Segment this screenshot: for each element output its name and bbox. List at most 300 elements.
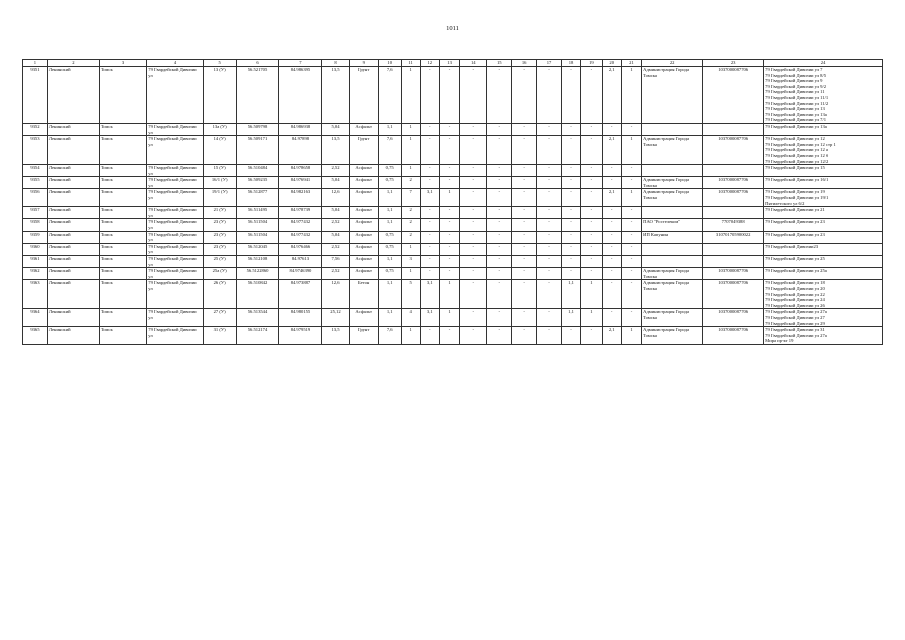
table-cell: 1 <box>401 327 420 345</box>
address-list-cell <box>764 280 883 309</box>
table-cell: - <box>487 309 512 327</box>
table-cell: - <box>602 165 621 177</box>
table-cell: - <box>537 256 562 268</box>
table-cell: - <box>581 207 602 219</box>
table-cell: 13,5 <box>322 67 349 124</box>
table-cell: 56.512108 <box>236 256 279 268</box>
address-line: 79 Гвардейской Дивизии ул 27а <box>765 332 827 338</box>
table-cell: Администрация Города Томска <box>642 177 703 189</box>
table-cell: 14 (У) <box>203 136 236 165</box>
table-cell: 13а (У) <box>203 123 236 135</box>
table-cell: Администрация Города Томска <box>642 309 703 327</box>
table-cell: - <box>460 136 487 165</box>
table-cell: 84.976466 <box>279 243 322 255</box>
table-cell: - <box>487 123 512 135</box>
table-cell: 2 <box>401 231 420 243</box>
table-cell: - <box>621 243 641 255</box>
table-cell: Асфальт <box>349 243 378 255</box>
table-cell: - <box>621 165 641 177</box>
address-line: 79 Гвардейской Дивизии ул 24 <box>765 297 825 303</box>
address-line: 79 Гвардейской Дивизии23 <box>765 243 819 249</box>
table-cell: ИП Капунин <box>642 231 703 243</box>
register-table <box>22 59 883 345</box>
table-cell: - <box>460 207 487 219</box>
table-row <box>23 136 883 165</box>
table-cell: - <box>420 243 439 255</box>
table-cell: 1037000087706 <box>703 67 764 124</box>
table-cell: 1,1 <box>378 189 401 207</box>
table-cell: - <box>561 177 580 189</box>
table-cell: - <box>487 327 512 345</box>
table-cell: - <box>581 268 602 280</box>
table-cell: 1 <box>439 309 459 327</box>
table-cell: 4 <box>401 309 420 327</box>
table-cell: 84.977432 <box>279 219 322 231</box>
table-cell: - <box>460 256 487 268</box>
table-cell: - <box>439 231 459 243</box>
table-row <box>23 189 883 207</box>
table-cell: 13,5 <box>322 327 349 345</box>
table-cell: - <box>621 177 641 189</box>
table-cell: - <box>602 123 621 135</box>
address-line: 79 Гвардейской Дивизии ул 27а <box>765 309 827 315</box>
address-line: 79 Гвардейской Дивизии ул 19 <box>765 189 825 195</box>
table-cell: - <box>537 243 562 255</box>
table-cell: - <box>512 136 537 165</box>
table-cell: Ленинский <box>47 136 99 165</box>
column-header: 10 <box>378 60 401 67</box>
table-cell: Томск <box>99 256 146 268</box>
table-cell: Асфальт <box>349 309 378 327</box>
table-cell: - <box>420 268 439 280</box>
table-cell: - <box>512 327 537 345</box>
column-header: 2 <box>47 60 99 67</box>
address-line: Пятилетского ул 6/2 <box>765 200 805 206</box>
table-cell: 9359 <box>23 231 48 243</box>
table-cell: - <box>561 231 580 243</box>
table-cell: Томск <box>99 231 146 243</box>
table-cell: Ленинский <box>47 231 99 243</box>
table-cell: 5,04 <box>322 123 349 135</box>
table-cell: - <box>460 268 487 280</box>
table-cell: Асфальт <box>349 189 378 207</box>
table-cell: Томск <box>99 177 146 189</box>
table-cell: Асфальт <box>349 219 378 231</box>
table-cell: 1,1 <box>378 219 401 231</box>
column-header: 1 <box>23 60 48 67</box>
address-line: 79 Гвардейской Дивизии ул 18 <box>765 280 825 286</box>
table-cell <box>642 207 703 219</box>
column-header: 6 <box>236 60 279 67</box>
table-cell: Ленинский <box>47 280 99 309</box>
table-cell: - <box>581 219 602 231</box>
address-line: 79 Гвардейской Дивизии ул 11/2 <box>765 100 829 106</box>
table-cell: - <box>439 219 459 231</box>
table-cell: 1037000087706 <box>703 136 764 165</box>
table-cell: ПАО "Ростелеком" <box>642 219 703 231</box>
table-cell: - <box>537 231 562 243</box>
table-body <box>23 67 883 345</box>
table-cell: 79 Гвардейской Дивизии ул <box>147 177 204 189</box>
table-cell: - <box>420 123 439 135</box>
table-cell: 79 Гвардейской Дивизии ул <box>147 243 204 255</box>
table-cell: 21 (У) <box>203 207 236 219</box>
address-line: 79 Гвардейской Дивизии ул 11 <box>765 89 825 95</box>
table-cell: - <box>537 309 562 327</box>
table-row <box>23 231 883 243</box>
table-cell: 79 Гвардейской Дивизии ул <box>147 219 204 231</box>
table-cell: 84.986395 <box>279 67 322 124</box>
table-cell: - <box>581 177 602 189</box>
table-cell: - <box>460 219 487 231</box>
table-cell: Томск <box>99 268 146 280</box>
table-cell: 9352 <box>23 123 48 135</box>
table-cell: - <box>512 189 537 207</box>
table-cell: 1,1 <box>378 123 401 135</box>
column-header: 7 <box>279 60 322 67</box>
table-cell: 9356 <box>23 189 48 207</box>
table-cell: 1 <box>621 136 641 165</box>
table-cell: 84.978658 <box>279 165 322 177</box>
table-row <box>23 165 883 177</box>
table-cell: - <box>581 67 602 124</box>
table-cell: Ленинский <box>47 207 99 219</box>
table-cell: - <box>512 243 537 255</box>
table-cell: 2,52 <box>322 219 349 231</box>
table-cell: - <box>439 268 459 280</box>
table-cell: - <box>487 165 512 177</box>
table-cell: 23 (У) <box>203 231 236 243</box>
column-header: 24 <box>764 60 883 67</box>
table-cell: Асфальт <box>349 177 378 189</box>
table-cell: 7,6 <box>378 327 401 345</box>
address-line: 79 Гвардейской Дивизии ул 15 <box>765 165 825 171</box>
table-cell: Грунт <box>349 327 378 345</box>
address-line: 79 Гвардейской Дивизии ул 13 <box>765 106 825 112</box>
table-cell: Асфальт <box>349 268 378 280</box>
table-cell <box>703 243 764 255</box>
table-cell: 84.97898 <box>279 136 322 165</box>
table-cell: 56.512174 <box>236 327 279 345</box>
table-cell: 1,1 <box>378 309 401 327</box>
table-cell: - <box>460 231 487 243</box>
table-cell: - <box>602 256 621 268</box>
address-line: 79 Гвардейской Дивизии ул 27 <box>765 314 825 320</box>
table-cell: 1037000087706 <box>703 309 764 327</box>
address-line: 79 Гвардейской Дивизии ул 31 <box>765 327 825 333</box>
table-row <box>23 177 883 189</box>
table-cell: - <box>537 327 562 345</box>
table-cell: - <box>537 177 562 189</box>
table-cell: 9358 <box>23 219 48 231</box>
table-cell: 84.97613 <box>279 256 322 268</box>
table-cell: - <box>537 268 562 280</box>
table-row <box>23 243 883 255</box>
table-cell: - <box>512 256 537 268</box>
table-cell: - <box>512 309 537 327</box>
table-cell: - <box>487 231 512 243</box>
table-cell: 13 (У) <box>203 67 236 124</box>
table-cell: 84.979519 <box>279 327 322 345</box>
table-cell: - <box>420 136 439 165</box>
table-cell: 79 Гвардейской Дивизии ул <box>147 280 204 309</box>
table-cell: Ленинский <box>47 243 99 255</box>
column-header: 19 <box>581 60 602 67</box>
column-header: 17 <box>537 60 562 67</box>
table-cell: - <box>561 256 580 268</box>
table-cell: - <box>537 67 562 124</box>
table-cell: 0,75 <box>378 243 401 255</box>
address-list-cell <box>764 243 883 255</box>
table-cell: 12,6 <box>322 280 349 309</box>
table-cell: 56.5122860 <box>236 268 279 280</box>
table-cell: - <box>581 189 602 207</box>
table-cell: 2 <box>401 177 420 189</box>
table-cell: - <box>621 219 641 231</box>
table-cell: - <box>487 280 512 309</box>
table-cell: - <box>512 280 537 309</box>
table-cell: 5 <box>401 280 420 309</box>
table-cell: - <box>602 207 621 219</box>
table-cell: - <box>602 177 621 189</box>
table-cell: 9365 <box>23 327 48 345</box>
table-cell: 84.976941 <box>279 177 322 189</box>
address-list-cell <box>764 231 883 243</box>
table-cell: Асфальт <box>349 256 378 268</box>
table-cell: - <box>512 165 537 177</box>
table-cell: 9360 <box>23 243 48 255</box>
table-cell: 0,75 <box>378 177 401 189</box>
table-cell: 84.980155 <box>279 309 322 327</box>
table-cell: 1 <box>581 280 602 309</box>
table-cell: 9355 <box>23 177 48 189</box>
table-row <box>23 123 883 135</box>
table-cell: 7,6 <box>378 67 401 124</box>
table-cell: Томск <box>99 327 146 345</box>
table-cell: 1 <box>401 165 420 177</box>
table-cell: - <box>420 219 439 231</box>
table-cell: - <box>581 243 602 255</box>
table-cell: - <box>487 243 512 255</box>
table-cell: 1,1 <box>561 280 580 309</box>
table-cell: 1037000087706 <box>703 189 764 207</box>
table-cell: 5,04 <box>322 207 349 219</box>
table-cell: 56.511504 <box>236 219 279 231</box>
table-row <box>23 67 883 124</box>
table-cell: 79 Гвардейской Дивизии ул <box>147 207 204 219</box>
column-header: 5 <box>203 60 236 67</box>
table-cell: 0,75 <box>378 165 401 177</box>
table-cell: - <box>420 327 439 345</box>
address-line: 79 Гвардейской Дивизии ул 23 <box>765 219 825 225</box>
table-cell: - <box>512 231 537 243</box>
table-cell: - <box>581 136 602 165</box>
table-cell: Администрация Города Томска <box>642 67 703 124</box>
address-list-cell <box>764 268 883 280</box>
column-header: 21 <box>621 60 641 67</box>
table-cell: Ленинский <box>47 219 99 231</box>
table-cell: Асфальт <box>349 123 378 135</box>
table-cell: - <box>602 219 621 231</box>
table-cell: 79 Гвардейской Дивизии ул <box>147 309 204 327</box>
address-line: 79 Гвардейской Дивизии ул 22 <box>765 291 825 297</box>
table-cell: - <box>561 189 580 207</box>
table-cell: 1 <box>401 243 420 255</box>
address-line: 79 Гвардейской Дивизии ул 12/2 <box>765 158 829 164</box>
address-line: 79 Гвардейской Дивизии ул 9 <box>765 78 823 84</box>
table-cell: - <box>460 123 487 135</box>
table-cell: 1 <box>621 327 641 345</box>
address-line: 79 Гвардейской Дивизии ул 23 <box>765 231 825 237</box>
table-cell: - <box>561 207 580 219</box>
table-cell: 310701705900022 <box>703 231 764 243</box>
table-cell: 7,56 <box>322 256 349 268</box>
address-list-cell <box>764 256 883 268</box>
page-number: 1011 <box>446 25 459 32</box>
address-list-cell <box>764 207 883 219</box>
table-cell: - <box>460 309 487 327</box>
table-cell: - <box>420 165 439 177</box>
address-line: 79 Гвардейской Дивизии ул 25 <box>765 256 825 261</box>
table-cell: - <box>460 165 487 177</box>
address-line: 79 Гвардейской Дивизии ул 12 а <box>765 147 828 153</box>
table-cell: 84.977432 <box>279 231 322 243</box>
table-cell: 16/1 (У) <box>203 177 236 189</box>
table-cell: - <box>439 165 459 177</box>
table-cell: Бетон <box>349 280 378 309</box>
table-cell: 56.509235 <box>236 177 279 189</box>
table-cell: Томск <box>99 123 146 135</box>
column-header: 13 <box>439 60 459 67</box>
table-cell: Ленинский <box>47 256 99 268</box>
table-cell: 79 Гвардейской Дивизии ул <box>147 231 204 243</box>
table-cell: Грунт <box>349 136 378 165</box>
table-cell: - <box>537 207 562 219</box>
table-cell: Томск <box>99 219 146 231</box>
table-cell: - <box>537 189 562 207</box>
table-cell: - <box>602 243 621 255</box>
column-header: 11 <box>401 60 420 67</box>
table-cell: - <box>420 207 439 219</box>
table-cell: 84.982163 <box>279 189 322 207</box>
address-line: 79 Гвардейской Дивизии ул 13а <box>765 111 827 117</box>
table-cell: 23 (У) <box>203 219 236 231</box>
table-cell: Томск <box>99 243 146 255</box>
table-cell: 56.521705 <box>236 67 279 124</box>
header-row <box>23 60 883 67</box>
table-cell: 2 <box>401 207 420 219</box>
table-cell <box>642 256 703 268</box>
table-cell: - <box>439 67 459 124</box>
table-cell: - <box>420 67 439 124</box>
table-cell: - <box>561 219 580 231</box>
table-cell: 2,1 <box>602 189 621 207</box>
table-cell: - <box>439 136 459 165</box>
table-cell: Томск <box>99 136 146 165</box>
table-cell: 0,75 <box>378 231 401 243</box>
table-cell: 1 <box>401 136 420 165</box>
table-cell <box>703 123 764 135</box>
table-cell: 84.978739 <box>279 207 322 219</box>
table-cell: - <box>621 123 641 135</box>
table-cell: Администрация Города Томска <box>642 189 703 207</box>
table-cell: - <box>581 123 602 135</box>
table-cell: Администрация Города Томска <box>642 268 703 280</box>
table-cell: - <box>537 280 562 309</box>
table-cell: - <box>439 327 459 345</box>
table-cell: 9363 <box>23 280 48 309</box>
table-cell: Ленинский <box>47 268 99 280</box>
table-cell <box>642 123 703 135</box>
address-line: 79 Гвардейской Дивизии ул 11/1 <box>765 94 829 100</box>
table-cell: 9353 <box>23 136 48 165</box>
address-line: 79 Гвардейской Дивизии ул 19/1 <box>765 195 829 201</box>
table-cell: Томск <box>99 207 146 219</box>
table-cell: - <box>537 165 562 177</box>
table-cell: - <box>561 67 580 124</box>
column-header: 15 <box>487 60 512 67</box>
table-cell: 1 <box>439 189 459 207</box>
address-list-cell <box>764 219 883 231</box>
table-cell: - <box>512 123 537 135</box>
table-cell: 9354 <box>23 165 48 177</box>
table-cell: 1037000087706 <box>703 280 764 309</box>
table-cell: 56.512877 <box>236 189 279 207</box>
table-cell: 15 (У) <box>203 165 236 177</box>
table-cell: - <box>460 177 487 189</box>
table-cell: - <box>460 189 487 207</box>
table-cell: - <box>561 136 580 165</box>
address-list-cell <box>764 123 883 135</box>
table-cell: - <box>621 309 641 327</box>
table-cell: - <box>487 268 512 280</box>
column-header: 3 <box>99 60 146 67</box>
table-cell: 84.986938 <box>279 123 322 135</box>
table-cell: Томск <box>99 309 146 327</box>
table-cell: 1 <box>401 123 420 135</box>
table-cell: 2,1 <box>602 136 621 165</box>
table-cell: Томск <box>99 165 146 177</box>
table-cell: - <box>602 268 621 280</box>
table-cell: 25а (У) <box>203 268 236 280</box>
table-cell: - <box>581 165 602 177</box>
table-cell: - <box>487 256 512 268</box>
address-list-cell <box>764 327 883 345</box>
table-cell: 1 <box>401 67 420 124</box>
table-cell: 79 Гвардейской Дивизии ул <box>147 189 204 207</box>
table-cell: Грунт <box>349 67 378 124</box>
table-cell: Асфальт <box>349 231 378 243</box>
table-cell <box>703 256 764 268</box>
table-cell: 1,1 <box>378 280 401 309</box>
table-cell: 3,1 <box>420 309 439 327</box>
table-cell: - <box>537 123 562 135</box>
table-cell: 25,12 <box>322 309 349 327</box>
column-header: 8 <box>322 60 349 67</box>
table-cell <box>703 165 764 177</box>
address-list-cell <box>764 309 883 327</box>
table-cell: 79 Гвардейской Дивизии ул <box>147 123 204 135</box>
address-line: 79 Гвардейской Дивизии ул 9/2 <box>765 83 827 89</box>
table-cell: - <box>487 207 512 219</box>
table-cell: - <box>460 243 487 255</box>
table-cell: Ленинский <box>47 309 99 327</box>
table-cell: - <box>420 231 439 243</box>
table-cell: - <box>621 280 641 309</box>
table-cell: 56.511495 <box>236 207 279 219</box>
column-header: 14 <box>460 60 487 67</box>
table-cell <box>642 243 703 255</box>
